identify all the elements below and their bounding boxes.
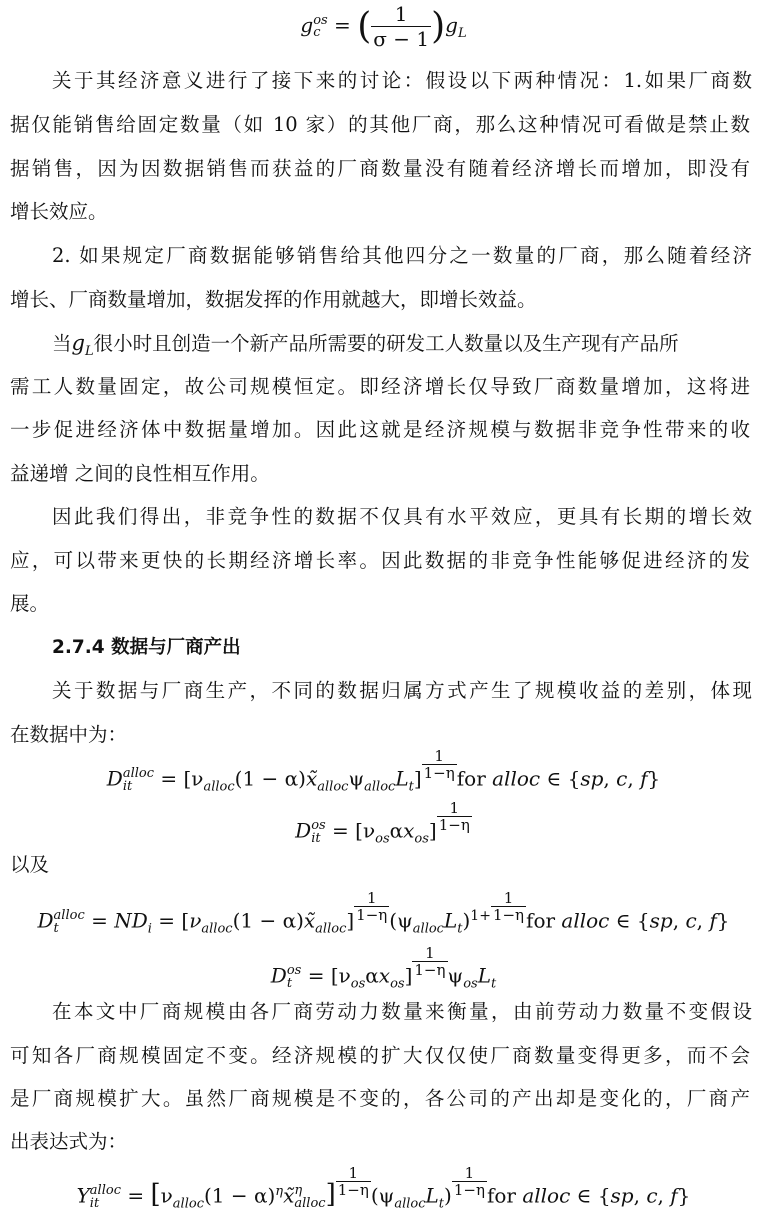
section-heading: 2.7.4 数据与厂商产出 [52,637,241,658]
paragraph-line: 以及 [10,853,50,876]
equation-firm-data-alloc: D alloc it = [$\nu_{alloc}(1$ − $\alpha)x̃_{alloc}\psi_{alloc}L_t$] $\frac{1}{1-\eta}$ for alloc ∈ {sp, c, f} [106,747,661,795]
paragraph-line: 需工人数量固定，故公司规模恒定。即经济增长仅导致厂商数量增加，这将进 [10,375,750,398]
equation-aggregate-data-os: D os t = $[\nu_{os}\alpha x_{os}]$ $\frac{1}{1-\eta}$ $\psi_{os}L_t$ [270,944,497,992]
equation-firm-data-os: D os it = $[\nu_{os}\alpha x_{os}]$ $\frac{1}{1-\eta}$ [295,799,470,847]
equation-firm-output: Y alloc it = [$\nu_{alloc}(1$ − $\alpha)^\eta x̃$ η alloc ] $\frac{1}{1-\eta}$ $(\psi_{alloc}L_t)$ $\frac{1}{1-\eta}$ for alloc ∈ {sp, c, f} [76,1164,691,1212]
inline-math-gL: $g_L$ [71,331,94,360]
paragraph-line: 应，可以带来更快的长期经济增长率。因此数据的非竞争性能够促进经济的发 [10,549,750,572]
paragraph-line: 增长效应。 [10,200,108,223]
paragraph-line: 增长、厂商数量增加，数据发挥的作用就越大，即增长效益。 [10,288,537,311]
paragraph-line: 可知各厂商规模固定不变。经济规模的扩大仅仅使厂商数量变得更多，而不会 [10,1044,750,1067]
paragraph-line: 展。 [10,592,50,615]
paragraph-line: 是厂商规模扩大。虽然厂商规模是不变的，各公司的产出却是变化的，厂商产 [10,1087,750,1110]
paragraph-line: 关于数据与厂商生产，不同的数据归属方式产生了规模收益的差别，体现 [52,679,752,702]
paragraph-line: 2. 如果规定厂商数据能够销售给其他四分之一数量的厂商，那么随着经济 [52,244,752,267]
paragraph-line: 因此我们得出，非竞争性的数据不仅具有水平效应，更具有长期的增长效 [52,505,752,528]
paragraph-line [52,328,752,358]
paragraph-line: 在本文中厂商规模由各厂商劳动力数量来衡量，由前劳动力数量不变假设 [52,1000,752,1023]
equation-aggregate-data-alloc: D alloc t = $ND_i = [\nu_{alloc}(1$ − $\alpha)x̃_{alloc}$] $\frac{1}{1-\eta}$ $(\psi_{alloc}L_t)^{1+}$ $\frac{1}{1-\eta}$ for alloc ∈ {sp, c, f} [37,889,730,937]
paragraph-line: 据仅能销售给固定数量（如 10 家）的其他厂商，那么这种情况可看做是禁止数 [10,113,750,136]
equation-growth-rate: g os c = ( $\frac{1}{\sigma - 1}$ )$g_L$ [300,2,467,51]
paragraph-line: 出表达式为： [10,1130,128,1153]
paragraph-line: 益递增 之间的良性相互作用。 [10,462,270,485]
paragraph-line: 关于其经济意义进行了接下来的讨论：假设以下两种情况：1.如果厂商数 [52,69,752,92]
text-fragment: 很小时且创造一个新产品所需要的研发工人数量以及生产现有产品所 [93,332,679,355]
paragraph-line: 在数据中为： [10,723,128,746]
paragraph-line: 一步促进经济体中数据量增加。因此这就是经济规模与数据非竞争性带来的收 [10,418,750,441]
paragraph-line: 据销售，因为因数据销售而获益的厂商数量没有随着经济增长而增加，即没有 [10,157,750,180]
text-fragment: 当 [52,332,72,355]
